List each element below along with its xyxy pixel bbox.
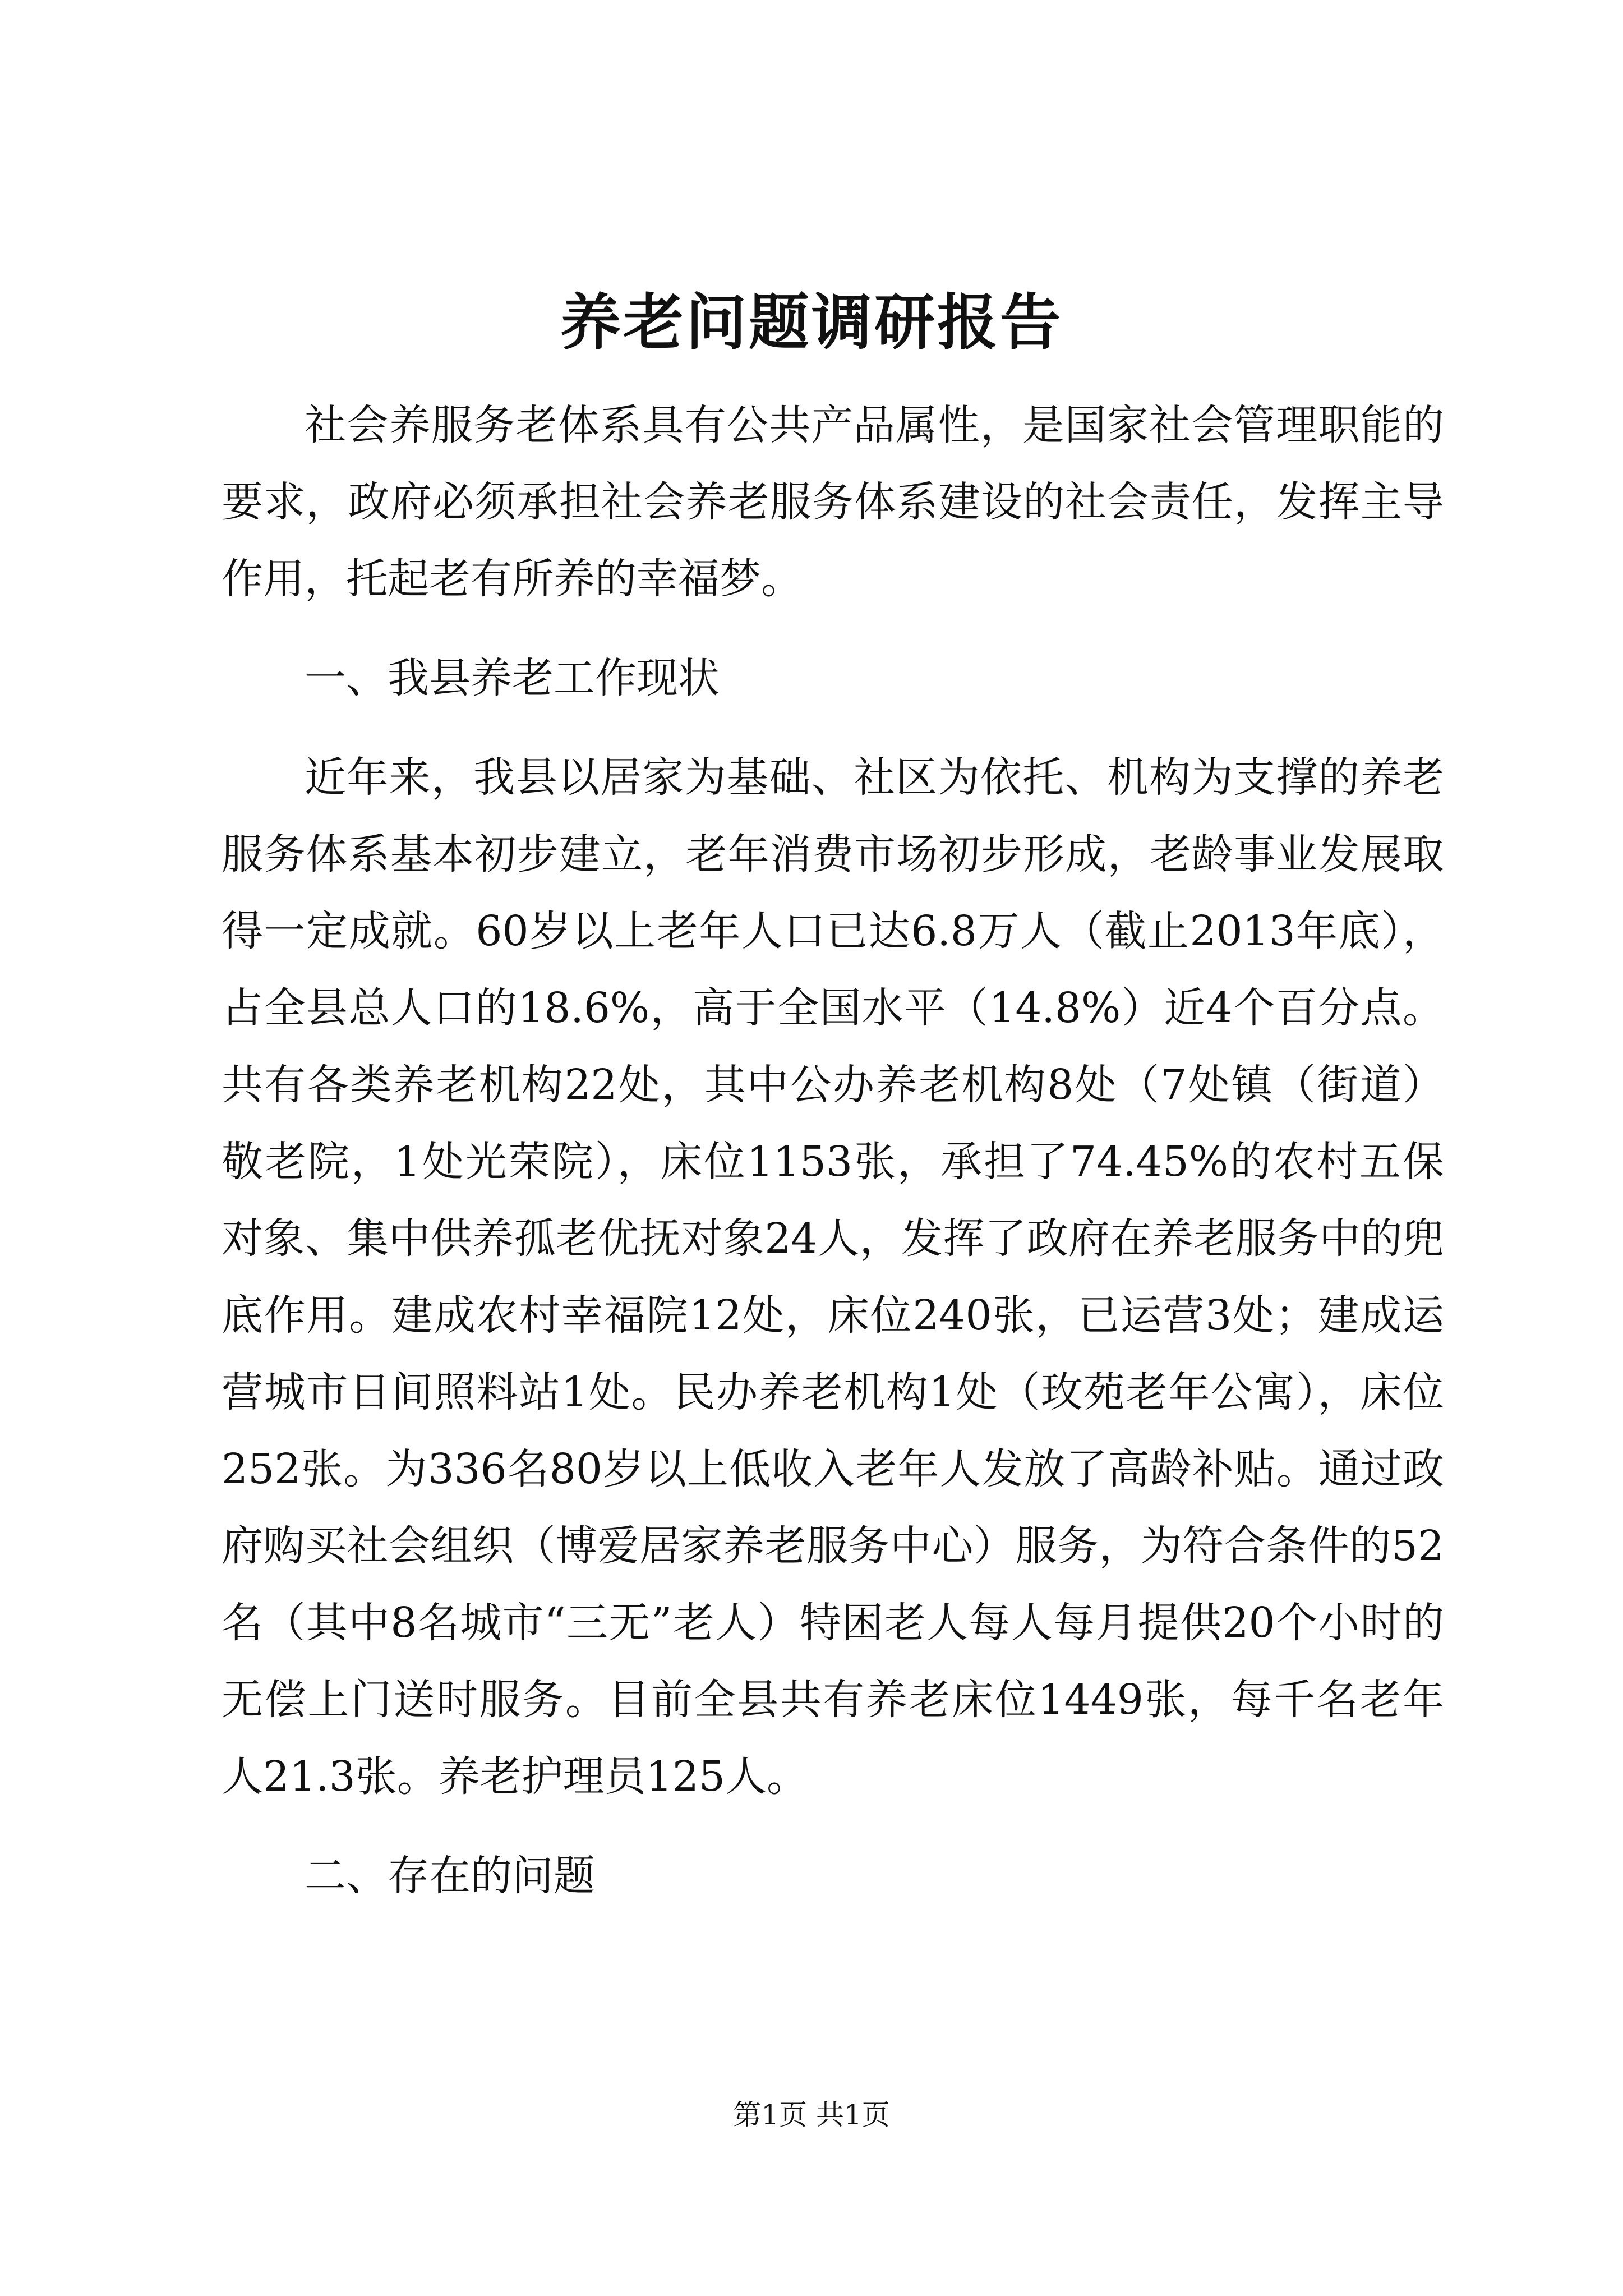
section-1-heading: 一、我县养老工作现状 [305,654,720,702]
intro-paragraph: 社会养服务老体系具有公共产品属性，是国家社会管理职能的要求，政府必须承担社会养老服务体系建设的社会责任，发挥主导作用，托起老有所养的幸福梦。 [222,401,1444,603]
paragraph-gap [222,1815,1444,1838]
section-2-heading: 二、存在的问题 [305,1852,595,1900]
paragraph-gap [222,618,1444,640]
document-body [222,387,1444,1915]
section-1-paragraph: 近年来，我县以居家为基础、社区为依托、机构为支撑的养老服务体系基本初步建立，老年消费市场初步形成，老龄事业发展取得一定成就。60岁以上老年人口已达6.8万人（截止2013年底），占全县总人口的18.6%，高于全国水平（14.8%）近4个百分点。共有各类养老机构22处，其中公办养老机构8处（7处镇（街道）敬老院，1处光荣院），床位1153张，承担了74.45%的农村五保对象、集中供养孤老优抚对象24人，发挥了政府在养老服务中的兜底作用。建成农村幸福院12处，床位240张，已运营3处；建成运营城市日间照料站1处。民办养老机构1处（玫苑老年公寓），床位252张。为336名80岁以上低收入老年人发放了高龄补贴。通过政府购买社会组织（博爱居家养老服务中心）服务，为符合条件的52名（其中8名城市“三无”老人）特困老人每人每月提供20个小时的无偿上门送时服务。目前全县共有养老床位1449张，每千名老年人21.3张。养老护理员125人。 [222,753,1444,1801]
paragraph-gap [222,717,1444,739]
document-title: 养老问题调研报告 [560,287,1063,358]
page-footer: 第1页 共1页 [733,2099,890,2131]
